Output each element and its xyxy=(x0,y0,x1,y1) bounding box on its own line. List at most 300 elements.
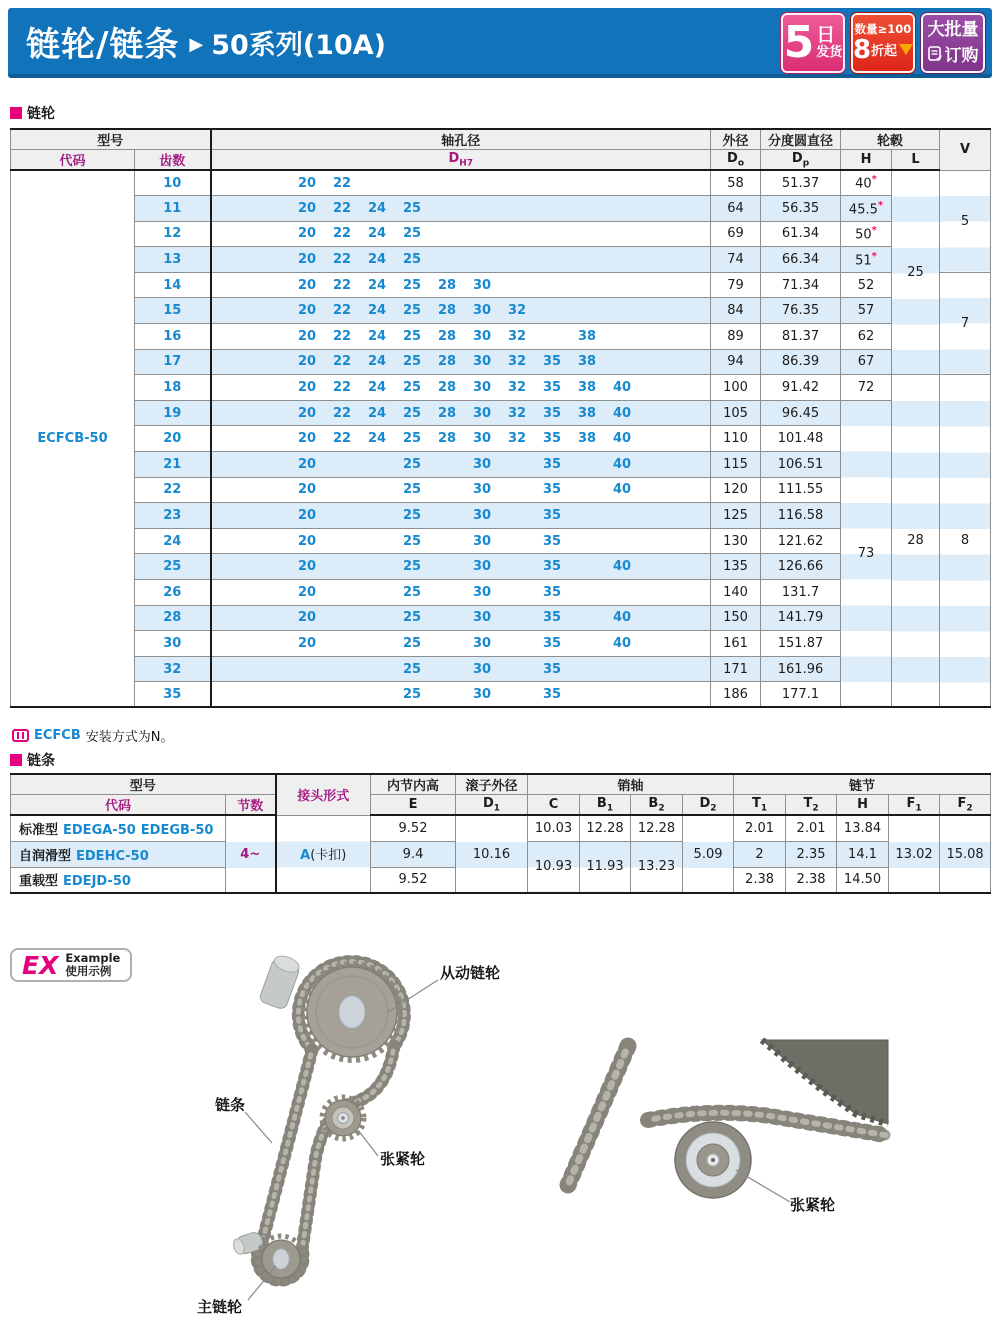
teeth-cell: 17 xyxy=(135,349,211,375)
bore-slots xyxy=(212,222,711,247)
bore-value: 40 xyxy=(612,405,632,421)
outer-dia-cell: 100 xyxy=(711,375,761,401)
pitch-dia-cell: 151.87 xyxy=(761,631,841,657)
bore-slots xyxy=(212,273,711,298)
link-h-cell: 14.50 xyxy=(837,867,889,893)
column-header: 滚子外径 xyxy=(456,774,528,795)
sprocket-row xyxy=(11,324,991,350)
chain-type-label: 标准型 xyxy=(19,822,59,838)
pitch-dia-cell: 86.39 xyxy=(761,349,841,375)
bore-cell xyxy=(211,528,711,554)
column-header: $B_2$ xyxy=(631,795,683,816)
bore-value: 30 xyxy=(472,635,492,651)
v-cell: 8 xyxy=(940,375,991,708)
bore-value: 25 xyxy=(402,635,422,651)
bore-slots xyxy=(212,452,711,477)
bore-value: 20 xyxy=(297,405,317,421)
bore-cell xyxy=(211,631,711,657)
teeth-cell: 10 xyxy=(135,170,211,196)
bore-cell xyxy=(211,272,711,298)
outer-dia-cell: 186 xyxy=(711,682,761,708)
driven-sprocket xyxy=(304,964,400,1060)
tensioner-label: 张紧轮 xyxy=(380,1150,426,1168)
hub-h-cell: 45.5* xyxy=(841,196,892,222)
sprocket-row xyxy=(11,298,991,324)
chain-label: 链条 xyxy=(215,1096,246,1114)
column-header: H xyxy=(837,795,889,816)
bore-value: 20 xyxy=(297,175,317,191)
bore-value: 20 xyxy=(297,200,317,216)
bore-slots xyxy=(212,503,711,528)
pitch-dia-cell: 66.34 xyxy=(761,247,841,273)
bore-cell xyxy=(211,554,711,580)
pitch-dia-cell: 126.66 xyxy=(761,554,841,580)
bore-value: 28 xyxy=(437,380,457,396)
bore-value: 35 xyxy=(542,584,562,600)
chain-row xyxy=(11,815,991,841)
teeth-cell: 24 xyxy=(135,528,211,554)
teeth-cell: 26 xyxy=(135,580,211,606)
bore-value: 20 xyxy=(297,584,317,600)
bore-slots xyxy=(212,580,711,605)
bore-cell xyxy=(211,400,711,426)
outer-dia-cell: 150 xyxy=(711,605,761,631)
bore-value: 22 xyxy=(332,380,352,396)
bore-value: 25 xyxy=(402,380,422,396)
sprocket-row xyxy=(11,221,991,247)
bore-slots xyxy=(212,682,711,706)
bore-slots xyxy=(212,196,711,221)
sprocket-row xyxy=(11,170,991,196)
bore-value: 24 xyxy=(367,328,387,344)
bore-value: 38 xyxy=(577,405,597,421)
sprocket-section-label xyxy=(10,103,55,123)
bore-slots xyxy=(212,657,711,682)
pin-d2-cell: 5.09 xyxy=(683,815,734,893)
chain-type-label: 自润滑型 xyxy=(19,848,72,864)
chain-model-cell xyxy=(11,841,226,867)
bore-value: 20 xyxy=(297,610,317,626)
column-header: 接头形式 xyxy=(276,774,371,815)
hub-h-cell: 51* xyxy=(841,247,892,273)
bore-value: 30 xyxy=(472,584,492,600)
chain-section-title: 链条 xyxy=(27,753,55,769)
teeth-cell: 23 xyxy=(135,503,211,529)
teeth-cell: 28 xyxy=(135,605,211,631)
note-star: * xyxy=(871,174,877,186)
bore-cell xyxy=(211,349,711,375)
bore-value: 25 xyxy=(402,277,422,293)
link-t2-cell: 2.38 xyxy=(786,867,837,893)
column-header: E xyxy=(371,795,456,816)
bore-value: 30 xyxy=(472,431,492,447)
pitch-dia-cell: 111.55 xyxy=(761,477,841,503)
pitch-dia-cell: 91.42 xyxy=(761,375,841,401)
bore-value: 32 xyxy=(507,354,527,370)
bore-value: 35 xyxy=(542,482,562,498)
teeth-cell: 22 xyxy=(135,477,211,503)
outer-dia-cell: 79 xyxy=(711,272,761,298)
teeth-cell: 25 xyxy=(135,554,211,580)
bore-slots xyxy=(212,247,711,272)
hub-h-cell: 50* xyxy=(841,221,892,247)
chain-model-cell xyxy=(11,867,226,893)
note-star: * xyxy=(871,225,877,237)
teeth-cell: 32 xyxy=(135,656,211,682)
outer-dia-cell: 120 xyxy=(711,477,761,503)
link-t2-cell: 2.01 xyxy=(786,815,837,841)
teeth-cell: 11 xyxy=(135,196,211,222)
bore-value: 30 xyxy=(472,303,492,319)
column-header: 轮毂 xyxy=(841,129,940,150)
column-header: 链节 xyxy=(734,774,991,795)
bore-value: 30 xyxy=(472,456,492,472)
bore-cell xyxy=(211,605,711,631)
bore-value: 24 xyxy=(367,200,387,216)
pin-b1-cell: 12.28 xyxy=(580,815,631,841)
pitch-dia-cell: 61.34 xyxy=(761,221,841,247)
bore-value: 40 xyxy=(612,456,632,472)
sprocket-row xyxy=(11,272,991,298)
bore-value: 25 xyxy=(402,328,422,344)
teeth-cell: 20 xyxy=(135,426,211,452)
bore-value: 25 xyxy=(402,508,422,524)
bore-slots xyxy=(212,298,711,323)
bore-value: 35 xyxy=(542,405,562,421)
bore-value: 20 xyxy=(297,380,317,396)
chain-table-body xyxy=(11,815,991,893)
column-header: 型号 xyxy=(11,129,211,150)
bore-value: 32 xyxy=(507,405,527,421)
column-header: $D_o$ xyxy=(711,150,761,171)
joint-type-cell xyxy=(276,815,371,893)
bore-value: 25 xyxy=(402,405,422,421)
bore-value: 28 xyxy=(437,431,457,447)
bore-value: 25 xyxy=(402,686,422,702)
pitch-dia-cell: 71.34 xyxy=(761,272,841,298)
bore-value: 22 xyxy=(332,175,352,191)
closeup-tensioner-roller xyxy=(675,1122,751,1198)
badge-8-number: 8 xyxy=(852,34,872,65)
column-header: 分度圆直径 xyxy=(761,129,841,150)
note-icon xyxy=(12,729,29,742)
install-note xyxy=(12,726,174,745)
bore-cell xyxy=(211,196,711,222)
teeth-cell: 21 xyxy=(135,452,211,478)
tensioner2-label: 张紧轮 xyxy=(790,1196,836,1214)
column-header: V xyxy=(940,129,991,170)
outer-dia-cell: 74 xyxy=(711,247,761,273)
column-header: $T_2$ xyxy=(786,795,837,816)
column-header: $T_1$ xyxy=(734,795,786,816)
bore-value: 38 xyxy=(577,328,597,344)
bore-slots xyxy=(212,426,711,451)
bore-value: 30 xyxy=(472,354,492,370)
bore-value: 25 xyxy=(402,303,422,319)
bore-cell xyxy=(211,298,711,324)
page-title: 链轮/链条 xyxy=(26,24,180,65)
bore-cell xyxy=(211,656,711,682)
link-f1-cell: 13.02 xyxy=(889,815,940,893)
bore-value: 24 xyxy=(367,431,387,447)
outer-dia-cell: 64 xyxy=(711,196,761,222)
link-count-cell: 4~ xyxy=(226,815,276,893)
bore-value: 30 xyxy=(472,277,492,293)
bore-slots xyxy=(212,324,711,349)
bore-value: 30 xyxy=(472,482,492,498)
bore-slots xyxy=(212,606,711,631)
sprocket-row xyxy=(11,375,991,401)
bore-value: 25 xyxy=(402,559,422,575)
chain-model-code: EDEJD-50 xyxy=(63,874,131,890)
sprocket-row xyxy=(11,400,991,426)
outer-dia-cell: 84 xyxy=(711,298,761,324)
bore-value: 35 xyxy=(542,661,562,677)
teeth-cell: 30 xyxy=(135,631,211,657)
bore-cell xyxy=(211,170,711,196)
section-square-icon xyxy=(10,754,22,766)
bore-value: 30 xyxy=(472,380,492,396)
bore-value: 30 xyxy=(472,686,492,702)
bore-value: 20 xyxy=(297,533,317,549)
bore-value: 40 xyxy=(612,559,632,575)
bore-cell xyxy=(211,324,711,350)
bore-value: 22 xyxy=(332,354,352,370)
example-en-label: Example xyxy=(65,951,121,965)
badge-ship-text: 发货 xyxy=(816,45,843,61)
pitch-dia-cell: 116.58 xyxy=(761,503,841,529)
link-t1-cell: 2.38 xyxy=(734,867,786,893)
sprocket-table xyxy=(10,128,991,708)
column-header: 销轴 xyxy=(528,774,734,795)
pitch-dia-cell: 96.45 xyxy=(761,400,841,426)
bore-value: 25 xyxy=(402,661,422,677)
bore-value: 24 xyxy=(367,277,387,293)
chain-drive-illustration xyxy=(10,940,990,1344)
bore-value: 35 xyxy=(542,559,562,575)
teeth-cell: 15 xyxy=(135,298,211,324)
outer-dia-cell: 125 xyxy=(711,503,761,529)
bore-value: 20 xyxy=(297,508,317,524)
bore-value: 35 xyxy=(542,380,562,396)
hub-h-cell: 62 xyxy=(841,324,892,350)
bore-slots xyxy=(212,171,711,195)
pin-c-cell: 10.03 xyxy=(528,815,580,841)
bore-value: 20 xyxy=(297,635,317,651)
outer-dia-cell: 130 xyxy=(711,528,761,554)
inner-height-cell: 9.52 xyxy=(371,867,456,893)
sprocket-row xyxy=(11,349,991,375)
outer-dia-cell: 94 xyxy=(711,349,761,375)
roller-dia-cell: 10.16 xyxy=(456,815,528,893)
pin-b2-merged-cell: 13.23 xyxy=(631,841,683,893)
teeth-cell: 14 xyxy=(135,272,211,298)
bore-value: 40 xyxy=(612,482,632,498)
bore-value: 20 xyxy=(297,431,317,447)
column-header: 外径 xyxy=(711,129,761,150)
outer-dia-cell: 105 xyxy=(711,400,761,426)
badge-bulk-text: 大批量 xyxy=(927,20,979,41)
pitch-dia-cell: 76.35 xyxy=(761,298,841,324)
bore-value: 22 xyxy=(332,200,352,216)
teeth-cell: 18 xyxy=(135,375,211,401)
badge-day-text: 日 xyxy=(816,24,836,47)
pitch-dia-cell: 131.7 xyxy=(761,580,841,606)
order-form-icon xyxy=(928,46,943,61)
column-header: $D_p$ xyxy=(761,150,841,171)
bore-value: 28 xyxy=(437,277,457,293)
bore-cell xyxy=(211,426,711,452)
note-text: 安装方式为N。 xyxy=(85,730,174,745)
column-header: 内节内高 xyxy=(371,774,456,795)
bore-value: 40 xyxy=(612,610,632,626)
bore-value: 22 xyxy=(332,277,352,293)
bore-slots xyxy=(212,401,711,426)
bore-cell xyxy=(211,503,711,529)
badge-5-number: 5 xyxy=(783,17,815,68)
pitch-dia-cell: 177.1 xyxy=(761,682,841,708)
teeth-cell: 16 xyxy=(135,324,211,350)
chain-table xyxy=(10,773,991,894)
bore-value: 24 xyxy=(367,252,387,268)
teeth-cell: 19 xyxy=(135,400,211,426)
chain-type-label: 重载型 xyxy=(19,874,59,890)
bore-value: 30 xyxy=(472,405,492,421)
bore-cell xyxy=(211,477,711,503)
bore-value: 25 xyxy=(402,456,422,472)
bore-value: 38 xyxy=(577,380,597,396)
hub-h-cell: 52 xyxy=(841,272,892,298)
bore-value: 35 xyxy=(542,533,562,549)
hub-l-cell: 28 xyxy=(892,375,940,708)
bore-value: 35 xyxy=(542,456,562,472)
bore-value: 40 xyxy=(612,431,632,447)
badge-bulk-order xyxy=(920,12,986,74)
bore-value: 40 xyxy=(612,635,632,651)
v-cell: 5 xyxy=(940,170,991,272)
bore-value: 35 xyxy=(542,354,562,370)
pitch-dia-cell: 121.62 xyxy=(761,528,841,554)
hub-h-cell: 40* xyxy=(841,170,892,196)
outer-dia-cell: 135 xyxy=(711,554,761,580)
usage-example-section xyxy=(0,940,1000,1344)
bore-slots xyxy=(212,554,711,579)
pitch-dia-cell: 56.35 xyxy=(761,196,841,222)
chain-model-code: EDEHC-50 xyxy=(76,848,149,864)
bore-value: 30 xyxy=(472,610,492,626)
pitch-dia-cell: 161.96 xyxy=(761,656,841,682)
bore-cell xyxy=(211,452,711,478)
ex-label: EX xyxy=(22,950,59,980)
bore-value: 32 xyxy=(507,431,527,447)
hub-h-cell: 67 xyxy=(841,349,892,375)
bore-value: 38 xyxy=(577,431,597,447)
example-cn-label: 使用示例 xyxy=(65,964,112,979)
outer-dia-cell: 171 xyxy=(711,656,761,682)
outer-dia-cell: 58 xyxy=(711,170,761,196)
outer-dia-cell: 69 xyxy=(711,221,761,247)
bore-value: 20 xyxy=(297,456,317,472)
link-t1-cell: 2.01 xyxy=(734,815,786,841)
link-t1-cell: 2 xyxy=(734,841,786,867)
bore-value: 20 xyxy=(297,303,317,319)
bore-value: 30 xyxy=(472,328,492,344)
bore-slots xyxy=(212,631,711,656)
bore-value: 30 xyxy=(472,559,492,575)
link-h-cell: 13.84 xyxy=(837,815,889,841)
badge-discount-text: 折起 xyxy=(871,44,898,60)
series-title: 50系列(10A) xyxy=(211,29,386,61)
bore-value: 32 xyxy=(507,380,527,396)
joint-desc: (卡扣) xyxy=(310,848,347,864)
bore-value: 20 xyxy=(297,277,317,293)
hub-h-cell: 72 xyxy=(841,375,892,401)
bore-cell xyxy=(211,221,711,247)
outer-dia-cell: 89 xyxy=(711,324,761,350)
column-header: $D_2$ xyxy=(683,795,734,816)
v-cell: 7 xyxy=(940,272,991,374)
bore-value: 25 xyxy=(402,226,422,242)
bore-value: 28 xyxy=(437,328,457,344)
link-t2-cell: 2.35 xyxy=(786,841,837,867)
pitch-dia-cell: 51.37 xyxy=(761,170,841,196)
column-header: $F_2$ xyxy=(940,795,991,816)
bore-value: 40 xyxy=(612,380,632,396)
column-header: 齿数 xyxy=(135,150,211,171)
column-header: 节数 xyxy=(226,795,276,816)
hub-l-cell: 25 xyxy=(892,170,940,375)
bore-value: 35 xyxy=(542,508,562,524)
badge-group xyxy=(780,12,986,74)
bore-value: 22 xyxy=(332,226,352,242)
bore-value: 25 xyxy=(402,252,422,268)
main-sprocket-label: 主链轮 xyxy=(197,1298,243,1316)
bore-value: 24 xyxy=(367,354,387,370)
bore-cell xyxy=(211,247,711,273)
pitch-dia-cell: 141.79 xyxy=(761,605,841,631)
bore-value: 28 xyxy=(437,354,457,370)
bore-slots xyxy=(212,375,711,400)
link-h-cell: 14.1 xyxy=(837,841,889,867)
bore-value: 24 xyxy=(367,405,387,421)
title-arrow-icon: ▶ xyxy=(189,33,204,55)
outer-dia-cell: 161 xyxy=(711,631,761,657)
bore-slots xyxy=(212,478,711,503)
bore-value: 35 xyxy=(542,610,562,626)
outer-dia-cell: 140 xyxy=(711,580,761,606)
column-header: $D_1$ xyxy=(456,795,528,816)
discount-arrow-icon xyxy=(899,44,913,55)
hub-h-cell: 57 xyxy=(841,298,892,324)
bore-cell xyxy=(211,682,711,708)
bore-slots xyxy=(212,350,711,375)
bore-value: 25 xyxy=(402,431,422,447)
note-star: * xyxy=(871,250,877,262)
badge-quantity-discount xyxy=(850,12,916,74)
bore-cell xyxy=(211,375,711,401)
bore-value: 25 xyxy=(402,200,422,216)
link-f2-cell: 15.08 xyxy=(940,815,991,893)
column-header: $B_1$ xyxy=(580,795,631,816)
column-header: $F_1$ xyxy=(889,795,940,816)
chain-model-cell xyxy=(11,815,226,841)
bore-slots xyxy=(212,529,711,554)
bore-value: 20 xyxy=(297,226,317,242)
teeth-cell: 13 xyxy=(135,247,211,273)
note-code: ECFCB xyxy=(34,728,81,743)
pin-b1-merged-cell: 11.93 xyxy=(580,841,631,893)
bore-value: 32 xyxy=(507,328,527,344)
